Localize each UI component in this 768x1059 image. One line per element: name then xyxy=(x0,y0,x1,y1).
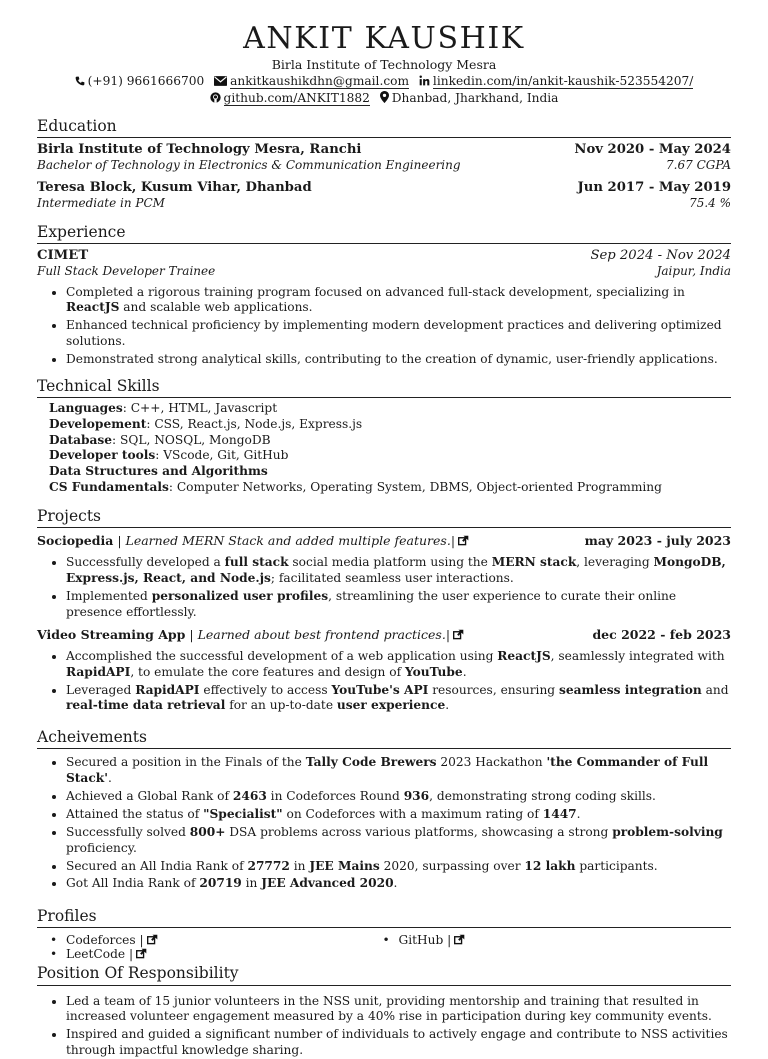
achievements-list xyxy=(37,755,731,892)
education-dates: Nov 2020 - May 2024 xyxy=(574,142,731,158)
external-link-icon[interactable] xyxy=(136,948,147,959)
skills-list xyxy=(37,401,731,496)
experience-dates: Sep 2024 - Nov 2024 xyxy=(590,247,731,263)
list-item: • Implemented personalized user profiles, streamlining the user experience to curate their online presence effortlessly. xyxy=(66,589,731,621)
github-contact[interactable] xyxy=(210,91,370,107)
school-name: Birla Institute of Technology Mesra, Ranchi xyxy=(37,142,362,158)
external-link-icon[interactable] xyxy=(458,535,469,546)
project-header: Video Streaming App | Learned about best frontend practices.| dec 2022 - feb 2023 xyxy=(37,626,731,642)
profile-codeforces[interactable]: • Codeforces | xyxy=(66,933,399,947)
company-name: CIMET xyxy=(37,247,89,263)
achievements-section xyxy=(37,727,731,892)
project-name: Video Streaming App xyxy=(37,626,186,642)
skill-row: CS Fundamentals: Computer Networks, Operating System, DBMS, Object-oriented Programming xyxy=(49,479,662,494)
skills-section xyxy=(37,376,731,496)
candidate-name: ANKIT KAUSHIK xyxy=(243,21,525,56)
achievements-heading: Acheivements xyxy=(37,727,731,749)
location-text: Dhanbad, Jharkhand, India xyxy=(391,91,559,106)
profiles-heading: Profiles xyxy=(37,906,731,928)
project-description: Learned about best frontend practices. xyxy=(197,626,446,642)
project-bullets xyxy=(37,649,731,714)
candidate-institute: Birla Institute of Technology Mesra xyxy=(271,57,497,72)
list-item: • Inspired and guided a significant number of individuals to actively engage and contribute to NSS activities through impactful knowledge sharing. xyxy=(66,1027,731,1059)
education-entry xyxy=(37,141,731,174)
list-item: • Attained the status of "Specialist" on Codeforces with a maximum rating of 1447. xyxy=(66,807,731,823)
degree: Intermediate in PCM xyxy=(37,196,165,211)
phone-number: (+91) 9661666700 xyxy=(87,74,205,89)
project-bullets xyxy=(37,555,731,620)
linkedin-contact[interactable] xyxy=(419,74,693,90)
skill-row: Developement: CSS, React.js, Node.js, Express.js xyxy=(49,416,363,431)
projects-heading: Projects xyxy=(37,506,731,528)
project-description: Learned MERN Stack and added multiple features. xyxy=(125,532,451,548)
project-header: Sociopedia | Learned MERN Stack and added multiple features.| may 2023 - july 2023 xyxy=(37,532,731,548)
contact-line-2 xyxy=(37,91,731,107)
location-pin-icon xyxy=(380,91,389,103)
education-heading: Education xyxy=(37,116,731,138)
envelope-icon xyxy=(214,76,227,86)
github-link[interactable]: github.com/ANKIT1882 xyxy=(223,91,370,106)
job-role: Full Stack Developer Trainee xyxy=(37,263,216,278)
profiles-list xyxy=(37,933,731,961)
external-link-icon[interactable] xyxy=(453,629,464,640)
skills-heading: Technical Skills xyxy=(37,376,731,398)
school-name: Teresa Block, Kusum Vihar, Dhanbad xyxy=(37,179,312,195)
contact-line-1 xyxy=(37,74,731,90)
experience-bullets xyxy=(37,285,731,368)
list-item: • Leveraged RapidAPI effectively to access YouTube's API resources, ensuring seamless integration and real-time data retrieval for an up-to-date user experience. xyxy=(66,683,731,715)
profiles-section xyxy=(37,906,731,961)
phone-contact xyxy=(75,74,205,90)
phone-icon xyxy=(75,76,85,86)
list-item: • Led a team of 15 junior volunteers in the NSS unit, providing mentorship and training that resulted in increased volunteer engagement measured by a 40% rise in participation during key community events. xyxy=(66,994,731,1026)
linkedin-link[interactable]: linkedin.com/in/ankit-kaushik-523554207/ xyxy=(432,74,694,89)
education-score: 7.67 CGPA xyxy=(666,158,731,173)
degree: Bachelor of Technology in Electronics & Communication Engineering xyxy=(37,158,461,173)
list-item: • Completed a rigorous training program focused on advanced full-stack development, specializing in ReactJS and scalable web applications. xyxy=(66,285,731,317)
resume-page xyxy=(37,0,731,1059)
project-dates: may 2023 - july 2023 xyxy=(584,532,731,548)
project-dates: dec 2022 - feb 2023 xyxy=(592,626,731,642)
responsibility-heading: Position Of Responsibility xyxy=(37,963,731,985)
projects-section xyxy=(37,506,731,715)
list-item: • Enhanced technical proficiency by implementing modern development practices and delivering optimized solutions. xyxy=(66,318,731,350)
profile-leetcode[interactable]: • LeetCode | xyxy=(66,947,399,961)
responsibility-list xyxy=(37,994,731,1059)
email-link[interactable]: ankitkaushikdhn@gmail.com xyxy=(230,74,410,89)
linkedin-icon xyxy=(419,75,430,86)
list-item: • Accomplished the successful development of a web application using ReactJS, seamlessly integrated with RapidAPI, to emulate the core features and design of YouTube. xyxy=(66,649,731,681)
job-location: Jaipur, India xyxy=(656,263,731,278)
list-item: • Successfully developed a full stack social media platform using the MERN stack, leveraging MongoDB, Express.js, React, and Node.js; facilitated seamless user interactions. xyxy=(66,555,731,587)
responsibility-section xyxy=(37,963,731,1059)
education-entry xyxy=(37,179,731,212)
education-section xyxy=(37,116,731,212)
skill-row: Languages: C++, HTML, Javascript xyxy=(49,400,278,415)
experience-heading: Experience xyxy=(37,222,731,244)
external-link-icon[interactable] xyxy=(454,934,465,945)
list-item: • Got All India Rank of 20719 in JEE Advanced 2020. xyxy=(66,876,731,892)
education-score: 75.4 % xyxy=(689,196,731,211)
list-item: • Successfully solved 800+ DSA problems across various platforms, showcasing a strong problem-solving proficiency. xyxy=(66,825,731,857)
email-contact[interactable] xyxy=(214,74,409,90)
github-icon xyxy=(210,92,221,103)
profile-github[interactable]: • GitHub | xyxy=(399,933,732,947)
education-dates: Jun 2017 - May 2019 xyxy=(577,179,731,195)
list-item: • Demonstrated strong analytical skills, contributing to the creation of dynamic, user-friendly applications. xyxy=(66,352,731,368)
skill-row: Developer tools: VScode, Git, GitHub xyxy=(49,448,289,463)
experience-section xyxy=(37,222,731,368)
list-item: • Achieved a Global Rank of 2463 in Codeforces Round 936, demonstrating strong coding skills. xyxy=(66,789,731,805)
list-item: • Secured a position in the Finals of the Tally Code Brewers 2023 Hackathon 'the Commander of Full Stack'. xyxy=(66,755,731,787)
location-contact xyxy=(380,91,559,107)
skill-row: Database: SQL, NOSQL, MongoDB xyxy=(49,432,271,447)
project-name: Sociopedia xyxy=(37,532,114,548)
skill-row: Data Structures and Algorithms xyxy=(49,464,268,479)
external-link-icon[interactable] xyxy=(147,934,158,945)
list-item: • Secured an All India Rank of 27772 in JEE Mains 2020, surpassing over 12 lakh participants. xyxy=(66,859,731,875)
